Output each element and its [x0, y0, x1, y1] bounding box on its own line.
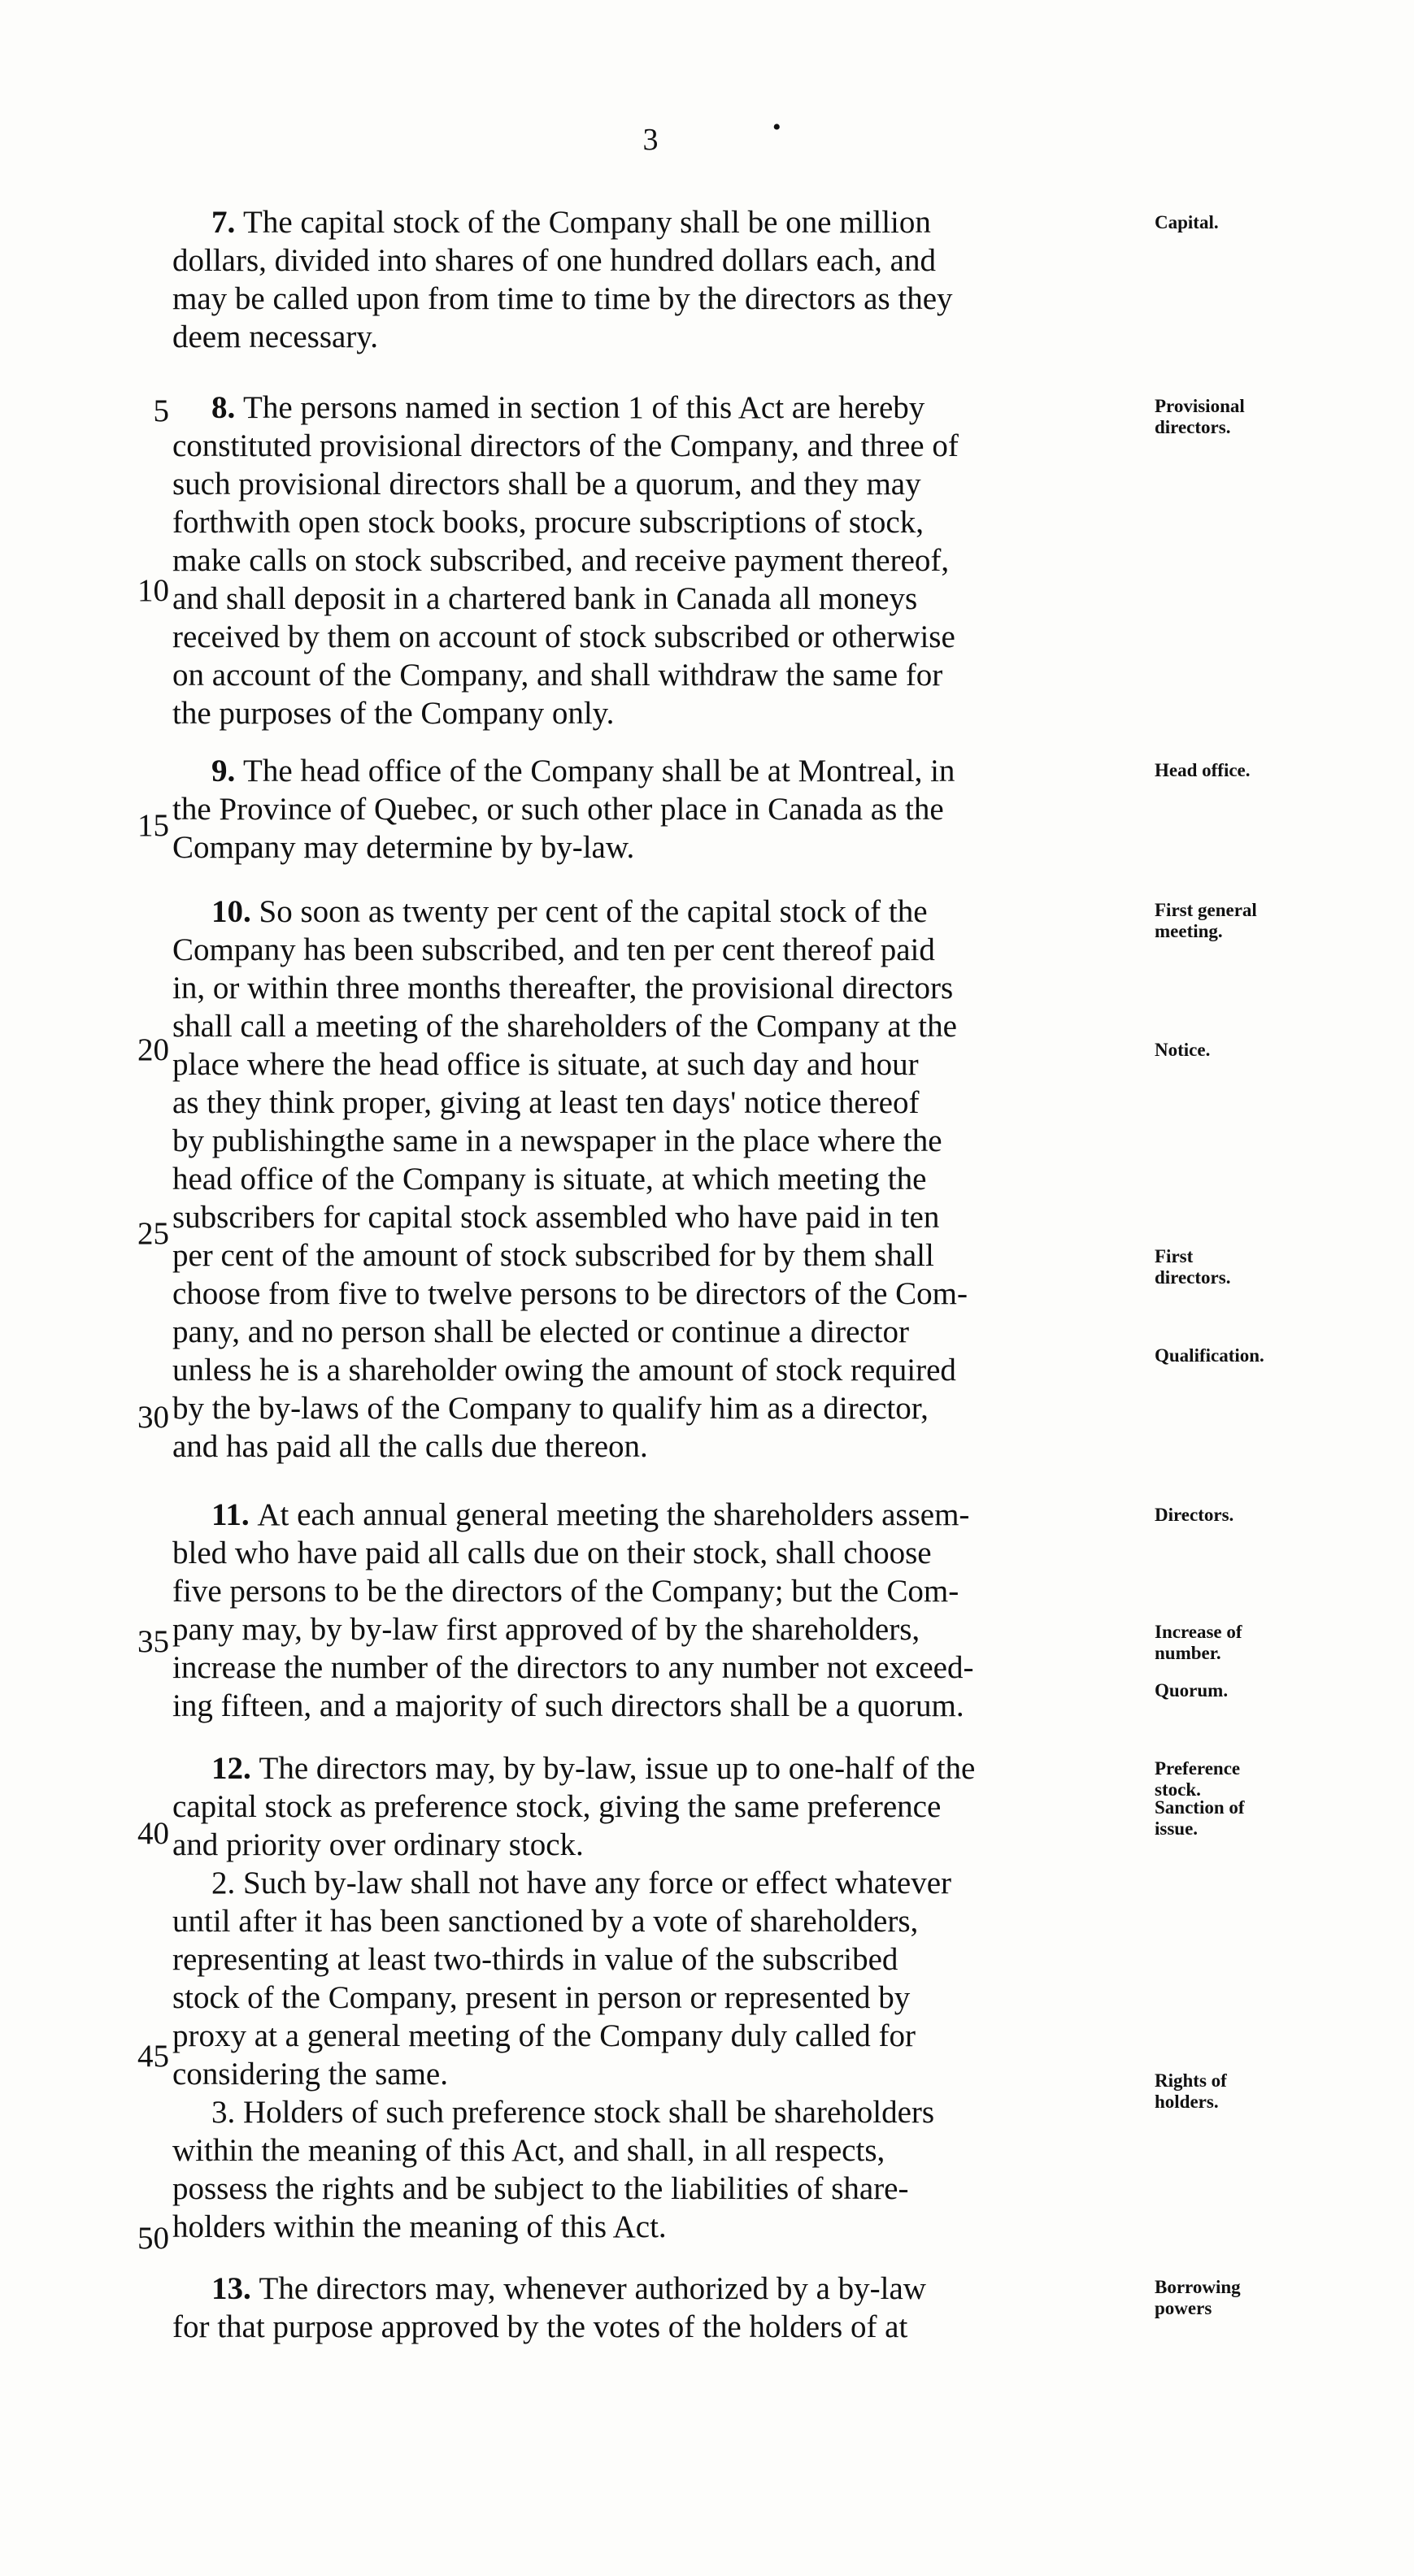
margin-note: Preference [1155, 1758, 1241, 1779]
margin-note: Increase of [1155, 1622, 1242, 1642]
section-8-line: the purposes of the Company only. [172, 696, 615, 731]
section-number: 13. [211, 2271, 259, 2306]
section-text: The persons named in section 1 of this Act are hereby [243, 390, 925, 425]
section-12-line: and priority over ordinary stock. [172, 1827, 584, 1862]
section-8-line: forthwith open stock books, procure subscriptions of stock, [172, 505, 924, 540]
margin-note: holders. [1155, 2092, 1219, 2112]
margin-note: First general [1155, 900, 1257, 920]
section-12-line: proxy at a general meeting of the Company duly called for [172, 2018, 916, 2053]
margin-note: Directors. [1155, 1505, 1234, 1525]
section-number: 7. [211, 205, 243, 240]
section-text: So soon as twenty per cent of the capital stock of the [259, 894, 928, 929]
section-12-line: within the meaning of this Act, and shall, in all respects, [172, 2133, 885, 2168]
section-8-line: make calls on stock subscribed, and receive payment thereof, [172, 543, 950, 578]
section-11-line: ing fifteen, and a majority of such directors shall be a quorum. [172, 1688, 964, 1723]
page-dot: • [772, 114, 781, 141]
section-10-line: head office of the Company is situate, at which meeting the [172, 1162, 927, 1197]
section-12-line: 3. Holders of such preference stock shall be shareholders [211, 2095, 935, 2130]
line-number: 50 [137, 2221, 169, 2256]
section-12-line: holders within the meaning of this Act. [172, 2209, 667, 2244]
section-11-line: bled who have paid all calls due on their stock, shall choose [172, 1536, 932, 1570]
section-12-line: representing at least two-thirds in value of the subscribed [172, 1942, 898, 1977]
section-10-line: shall call a meeting of the shareholders of the Company at the [172, 1009, 957, 1044]
section-10-line: place where the head office is situate, at such day and hour [172, 1047, 919, 1082]
page-number: 3 [642, 123, 659, 157]
margin-note: First [1155, 1246, 1194, 1266]
margin-note: Capital. [1155, 212, 1219, 232]
section-text: At each annual general meeting the shareholders assem- [257, 1497, 970, 1532]
section-10-line: in, or within three months thereafter, the provisional directors [172, 971, 954, 1006]
section-10-line: per cent of the amount of stock subscribed for by them shall [172, 1238, 934, 1273]
section-11-line: five persons to be the directors of the Company; but the Com- [172, 1574, 959, 1609]
line-number: 30 [137, 1400, 169, 1435]
margin-note: issue. [1155, 1818, 1199, 1839]
margin-note: Quorum. [1155, 1680, 1229, 1701]
section-text: The directors may, whenever authorized by a by-law [259, 2271, 926, 2306]
section-9-line: Company may determine by by-law. [172, 830, 635, 865]
section-12-line [211, 1749, 1187, 1788]
line-number: 5 [153, 393, 169, 428]
section-number: 11. [211, 1497, 258, 1532]
section-10-line: by the by-laws of the Company to qualify him as a director, [172, 1391, 929, 1426]
section-13-line: for that purpose approved by the votes of the holders of at [172, 2309, 908, 2344]
line-number: 25 [137, 1216, 169, 1251]
section-12-line: 2. Such by-law shall not have any force or effect whatever [211, 1866, 952, 1901]
section-8-line [211, 389, 1187, 428]
section-10-line: and has paid all the calls due thereon. [172, 1429, 648, 1464]
line-number: 40 [137, 1816, 169, 1851]
section-8-line: constituted provisional directors of the Company, and three of [172, 428, 959, 463]
section-number: 10. [211, 894, 259, 929]
section-7-line: dollars, divided into shares of one hundred dollars each, and [172, 243, 936, 278]
section-10-line: choose from five to twelve persons to be directors of the Com- [172, 1276, 968, 1311]
section-10-line: unless he is a shareholder owing the amount of stock required [172, 1353, 956, 1388]
section-10-line: as they think proper, giving at least ten days' notice thereof [172, 1085, 920, 1120]
margin-note: number. [1155, 1643, 1221, 1663]
section-11-line [211, 1496, 1187, 1535]
section-8-line: on account of the Company, and shall withdraw the same for [172, 658, 943, 693]
section-10-line: by publishingthe same in a newspaper in the place where the [172, 1123, 942, 1158]
section-10-line: pany, and no person shall be elected or continue a director [172, 1314, 910, 1349]
section-12-line: until after it has been sanctioned by a vote of shareholders, [172, 1904, 919, 1939]
section-10-line: subscribers for capital stock assembled who have paid in ten [172, 1200, 940, 1235]
margin-note: Rights of [1155, 2070, 1227, 2091]
section-11-line: pany may, by by-law first approved of by the shareholders, [172, 1612, 920, 1647]
section-7-line: may be called upon from time to time by the directors as they [172, 281, 953, 316]
margin-note: directors. [1155, 1267, 1231, 1288]
section-number: 9. [211, 754, 243, 788]
margin-note: stock. [1155, 1779, 1201, 1800]
section-9-line: the Province of Quebec, or such other place in Canada as the [172, 792, 944, 827]
section-12-line: stock of the Company, present in person or represented by [172, 1980, 911, 2015]
section-9-line [211, 752, 1187, 791]
margin-note: Head office. [1155, 760, 1251, 780]
section-7-line [211, 203, 1187, 242]
margin-note: Sanction of [1155, 1797, 1245, 1818]
section-10-line [211, 893, 1187, 932]
section-8-line: received by them on account of stock subscribed or otherwise [172, 619, 955, 654]
line-number: 15 [137, 808, 169, 843]
section-12-line: capital stock as preference stock, giving the same preference [172, 1789, 942, 1824]
margin-note: Borrowing [1155, 2277, 1241, 2297]
margin-note: Notice. [1155, 1040, 1211, 1060]
section-text: The directors may, by by-law, issue up to one-half of the [259, 1751, 976, 1786]
margin-note: powers [1155, 2298, 1212, 2318]
line-number: 35 [137, 1624, 169, 1659]
margin-note: directors. [1155, 417, 1231, 437]
section-number: 12. [211, 1751, 259, 1786]
section-8-line: such provisional directors shall be a quorum, and they may [172, 467, 921, 502]
section-number: 8. [211, 390, 243, 425]
margin-note: Qualification. [1155, 1345, 1264, 1366]
section-13-line [211, 2270, 1187, 2309]
section-12-line: possess the rights and be subject to the liabilities of share- [172, 2171, 909, 2206]
section-12-line: considering the same. [172, 2057, 448, 2092]
margin-note: meeting. [1155, 921, 1223, 941]
line-number: 10 [137, 573, 169, 608]
section-8-line: and shall deposit in a chartered bank in Canada all moneys [172, 581, 918, 616]
section-10-line: Company has been subscribed, and ten per cent thereof paid [172, 932, 935, 967]
margin-note: Provisional [1155, 396, 1245, 416]
section-text: The capital stock of the Company shall be one million [243, 205, 931, 240]
section-text: The head office of the Company shall be at Montreal, in [243, 754, 955, 788]
section-11-line: increase the number of the directors to any number not exceed- [172, 1650, 974, 1685]
line-number: 20 [137, 1032, 169, 1067]
section-7-line: deem necessary. [172, 319, 379, 354]
line-number: 45 [137, 2039, 169, 2074]
